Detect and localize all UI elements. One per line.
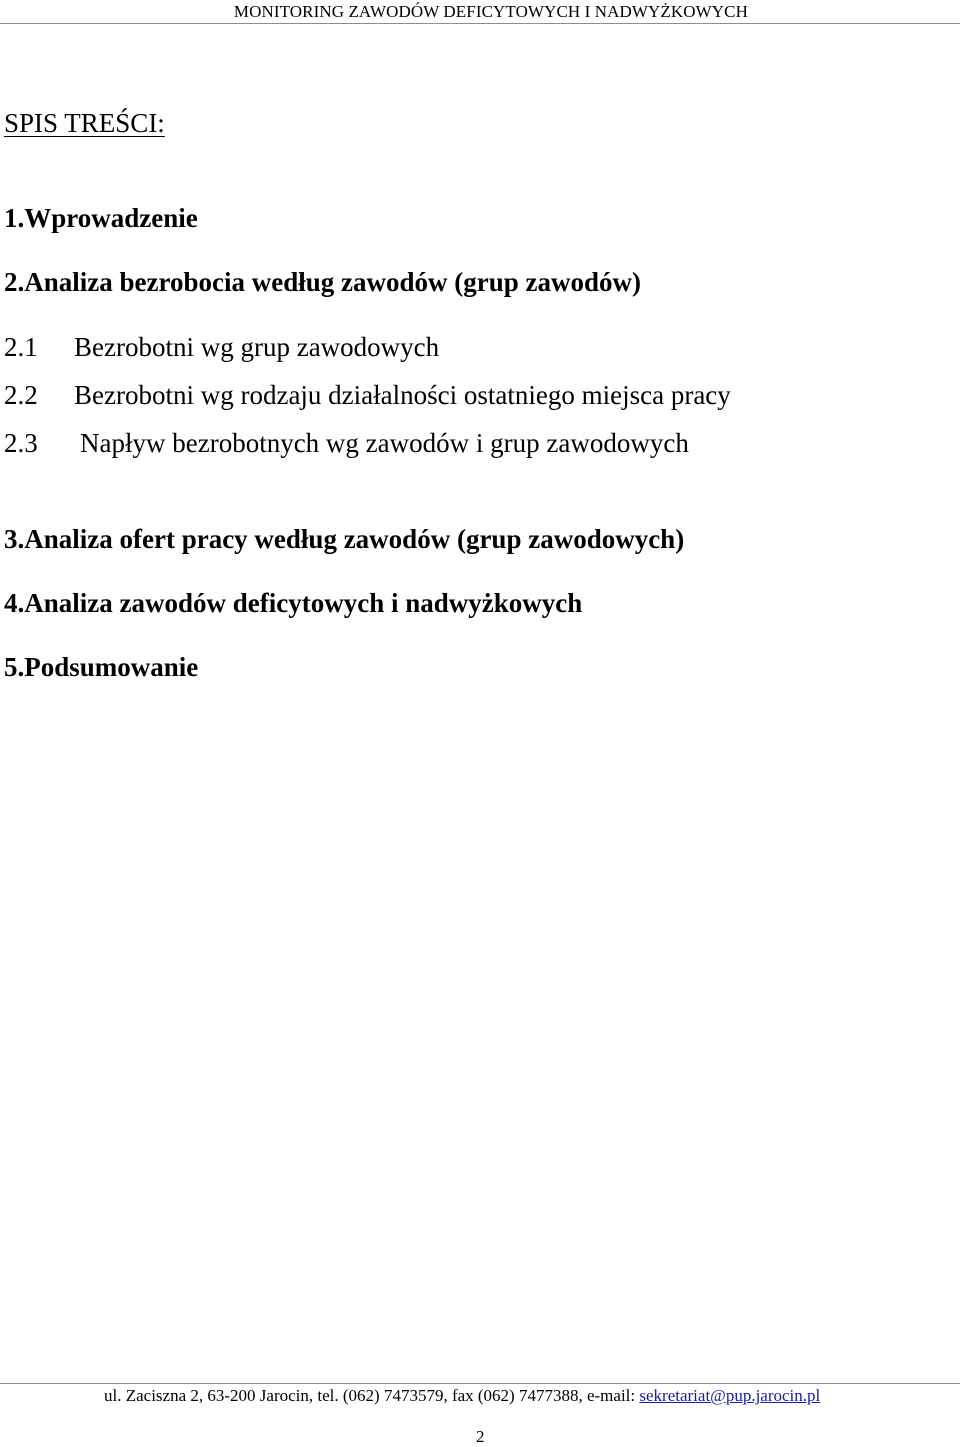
toc-heading: SPIS TREŚCI: — [4, 108, 165, 138]
toc-entry-2 — [4, 267, 641, 298]
toc-entry-number: 3. — [4, 524, 25, 554]
running-header-title: MONITORING ZAWODÓW DEFICYTOWYCH I NADWYŻKOWYCH — [233, 2, 748, 21]
toc-entry-5 — [4, 652, 198, 683]
toc-entry-2-2 — [4, 380, 731, 411]
toc-entry-text: Analiza ofert pracy według zawodów (grup zawodowych) — [24, 524, 685, 554]
toc-entry-number: 5. — [4, 652, 25, 682]
toc-entry-text: Podsumowanie — [24, 652, 199, 682]
toc-entry-text: Wprowadzenie — [24, 203, 198, 233]
toc-entry-number: 4. — [4, 588, 25, 618]
footer-divider — [0, 1383, 960, 1384]
toc-entry-number: 2.1 — [4, 332, 38, 362]
toc-entry-text: Bezrobotni wg rodzaju działalności ostatniego miejsca pracy — [74, 380, 731, 410]
toc-entry-4 — [4, 588, 582, 619]
toc-entry-number: 2.3 — [4, 428, 38, 458]
header-divider — [0, 23, 960, 24]
toc-entry-text: Analiza bezrobocia według zawodów (grup zawodów) — [24, 267, 641, 297]
toc-entry-1 — [4, 203, 198, 234]
toc-entry-number: 2.2 — [4, 380, 38, 410]
footer-address: ul. Zaciszna 2, 63-200 Jarocin, tel. (062) 7473579, fax (062) 7477388, e-mail: — [104, 1386, 640, 1405]
page-number: 2 — [476, 1427, 485, 1446]
toc-entry-3 — [4, 524, 684, 555]
email-link[interactable]: sekretariat@pup.jarocin.pl — [639, 1386, 821, 1405]
toc-entry-text: Napływ bezrobotnych wg zawodów i grup zawodowych — [80, 428, 689, 458]
toc-entry-number: 2. — [4, 267, 25, 297]
toc-entry-2-1 — [4, 332, 439, 363]
footer-contact — [104, 1386, 820, 1406]
toc-entry-text: Bezrobotni wg grup zawodowych — [74, 332, 440, 362]
toc-entry-2-3 — [4, 428, 689, 459]
toc-entry-text: Analiza zawodów deficytowych i nadwyżkowych — [24, 588, 583, 618]
toc-entry-number: 1. — [4, 203, 25, 233]
